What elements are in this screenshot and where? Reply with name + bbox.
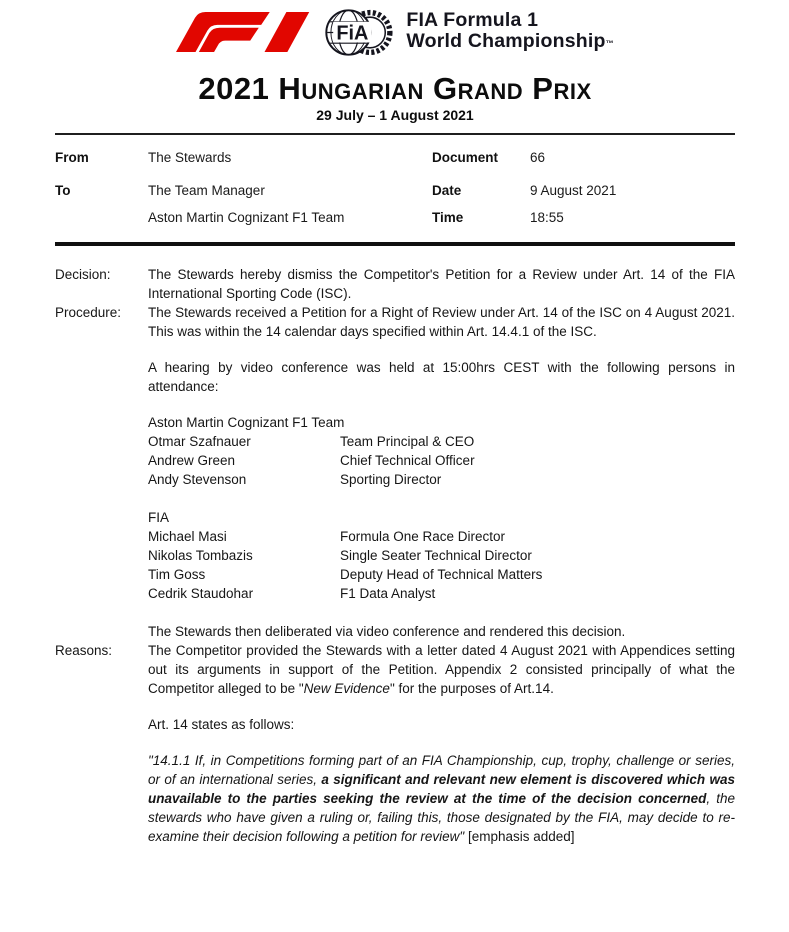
- attendee-name: Michael Masi: [148, 529, 227, 544]
- attendee-role: Formula One Race Director: [340, 529, 506, 544]
- document-body: [55, 265, 735, 846]
- reasons-paragraph-1: [148, 641, 735, 698]
- meta-row-team: [55, 208, 735, 227]
- attendee-role: Team Principal & CEO: [340, 434, 475, 449]
- reasons-p1-part2: " for the purposes of Art.14.: [389, 681, 554, 696]
- attendee-row: [148, 432, 735, 451]
- procedure-section: [55, 303, 735, 641]
- championship-wordmark: [406, 10, 613, 54]
- championship-line1: FIA Formula 1: [406, 9, 539, 31]
- header-rule-thick: [55, 242, 735, 246]
- attendee-name: Cedrik Staudohar: [148, 586, 254, 601]
- date-value: 9 August 2021: [530, 183, 617, 198]
- procedure-paragraph-3: The Stewards then deliberated via video conference and rendered this decision.: [148, 624, 626, 639]
- date-label: Date: [432, 183, 462, 198]
- quote-suffix: [emphasis added]: [467, 829, 575, 844]
- attendee-row: [148, 527, 735, 546]
- logo-header: [55, 7, 735, 57]
- document-label: Document: [432, 150, 499, 165]
- attendee-name: Tim Goss: [148, 567, 206, 582]
- meta-table: [55, 148, 735, 227]
- quote-part1: "14.1.1 If, in Competitions forming part of an FIA Championship, cup, trophy, challenge or series, or of an international series,: [148, 753, 735, 787]
- f1-logo-icon: [176, 12, 314, 52]
- attendee-row: [148, 546, 735, 565]
- empty-cell: [55, 208, 148, 227]
- reasons-p1-italic: New Evidence: [303, 681, 390, 696]
- attendee-role: Chief Technical Officer: [340, 453, 475, 468]
- to-label: To: [55, 183, 71, 198]
- attendee-name: Andy Stevenson: [148, 472, 247, 487]
- decision-text: The Stewards hereby dismiss the Competitor's Petition for a Review under Art. 14 of the FIA International Sporting Code (ISC).: [148, 267, 735, 301]
- time-value: 18:55: [530, 210, 564, 225]
- from-label: From: [55, 150, 89, 165]
- attendee-role: Deputy Head of Technical Matters: [340, 567, 543, 582]
- attendee-role: Single Seater Technical Director: [340, 548, 532, 563]
- to-value-line1: The Team Manager: [148, 183, 265, 198]
- time-label: Time: [432, 210, 464, 225]
- attendee-row: [148, 584, 735, 603]
- procedure-label: Procedure:: [55, 305, 122, 320]
- reasons-paragraph-2: Art. 14 states as follows:: [148, 717, 295, 732]
- reasons-label: Reasons:: [55, 643, 113, 658]
- meta-row-to: [55, 181, 735, 200]
- fia-globe-logo-icon: [323, 8, 397, 57]
- trademark-symbol: ™: [605, 39, 614, 48]
- fia-attendees: [148, 508, 735, 603]
- meta-row-from: [55, 148, 735, 167]
- attendee-role: Sporting Director: [340, 472, 442, 487]
- championship-line2: World Championship: [406, 30, 606, 52]
- fia-attendees-header: FIA: [148, 510, 170, 525]
- reasons-section: [55, 641, 735, 846]
- attendee-role: F1 Data Analyst: [340, 586, 436, 601]
- attendee-row: [148, 470, 735, 489]
- decision-label: Decision:: [55, 267, 111, 282]
- event-dates: 29 July – 1 August 2021: [316, 107, 474, 123]
- reasons-p1-part1: The Competitor provided the Stewards with a letter dated 4 August 2021 with Appendices setting out its arguments in support of the Petition. Appendix 2 consisted principally of what the Competitor alleged to be ": [148, 643, 735, 696]
- team-attendees: [148, 413, 735, 489]
- from-value: The Stewards: [148, 150, 232, 165]
- attendee-row: [148, 565, 735, 584]
- attendee-name: Andrew Green: [148, 453, 236, 468]
- decision-section: [55, 265, 735, 303]
- attendee-name: Nikolas Tombazis: [148, 548, 253, 563]
- procedure-paragraph-1: The Stewards received a Petition for a Right of Review under Art. 14 of the ISC on 4 August 2021. This was within the 14 calendar days specified within Art. 14.4.1 of the ISC.: [148, 305, 735, 339]
- to-value-line2: Aston Martin Cognizant F1 Team: [148, 210, 345, 225]
- event-title: 2021 Hungarian Grand Prix: [198, 71, 592, 106]
- quote-emphasis: a significant and relevant new element is discovered which was unavailable to the parties seeking the review at the time of the decision concerned: [148, 772, 735, 806]
- header-rule-thin: [55, 133, 735, 135]
- quote-part2: , the stewards who have given a ruling or, failing this, those designated by the FIA, may decide to re-examine their decision following a petition for review": [148, 791, 735, 844]
- fia-badge-text: FiA: [336, 21, 369, 44]
- procedure-paragraph-2: A hearing by video conference was held at 15:00hrs CEST with the following persons in attendance:: [148, 360, 735, 394]
- attendee-row: [148, 451, 735, 470]
- team-attendees-header: Aston Martin Cognizant F1 Team: [148, 415, 345, 430]
- attendee-name: Otmar Szafnauer: [148, 434, 251, 449]
- regulation-quote: [148, 751, 735, 846]
- document-value: 66: [530, 150, 546, 165]
